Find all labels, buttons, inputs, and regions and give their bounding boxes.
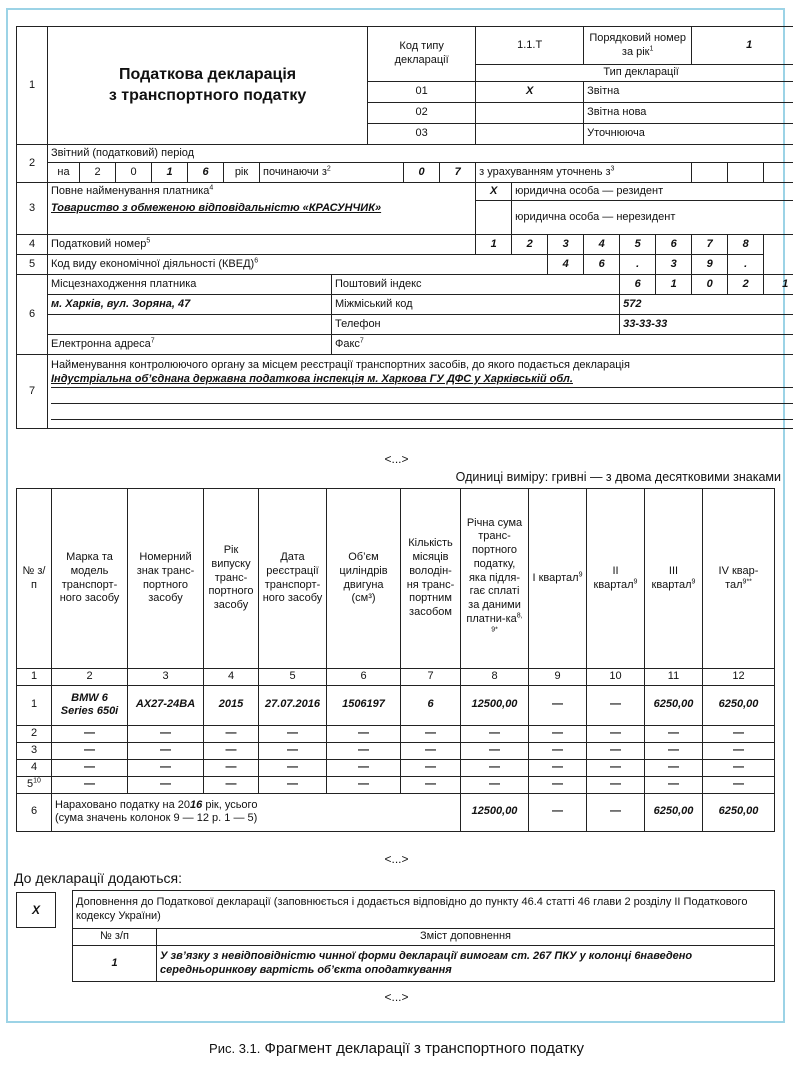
tax-number-label (48, 235, 476, 255)
footnote-ref: 10 (33, 777, 41, 785)
footnote-ref: 9 (633, 577, 638, 585)
decl-type-code-03: 03 (368, 124, 476, 145)
col-header (461, 489, 529, 669)
cell-months: 6 (401, 685, 461, 725)
cell-brand: BMW 6 Series 650i (52, 685, 128, 725)
footnote-ref: 9** (742, 577, 752, 585)
attach-row-num: 1 (73, 946, 157, 982)
phone-value: 33-33-33 (620, 315, 793, 335)
cell-dash: — (401, 776, 461, 793)
attachment-table (72, 890, 775, 982)
cell-dash: — (128, 776, 204, 793)
period-clarify-text: з урахуванням уточнень з (479, 165, 611, 178)
kved-digit: 3 (656, 255, 692, 275)
phone-label: Телефон (332, 315, 620, 335)
col-header-text: II квартал (593, 564, 634, 591)
cell-dash: — (703, 776, 775, 793)
decl-type-code: 1.1.Т (476, 27, 584, 65)
payer-label (48, 183, 476, 201)
title-line2: з транспортного податку (108, 86, 307, 104)
order-number-text: Порядковий номер за рік (589, 31, 686, 58)
tax-number-text: Податковий номер (51, 237, 147, 250)
table-row (17, 759, 775, 776)
decl-type-code-label: Код типу декларації (368, 27, 476, 82)
cell-dash: — (587, 725, 645, 742)
decl-type-name-01: Звітна (584, 82, 793, 103)
col-number: 10 (587, 669, 645, 686)
period-digit: 1 (152, 163, 188, 183)
cell-n: 1 (17, 685, 52, 725)
cell-q2: — (587, 685, 645, 725)
footnote-ref: 8, 9* (491, 612, 523, 633)
cell-dash: — (401, 759, 461, 776)
period-digit: 2 (80, 163, 116, 183)
tax-digit: 7 (692, 235, 728, 255)
intercity-value: 572 (620, 295, 793, 315)
period-digit: 6 (188, 163, 224, 183)
col-number: 5 (259, 669, 327, 686)
cell-dash: — (529, 776, 587, 793)
cell-dash: — (529, 725, 587, 742)
fax-label-text: Факс (335, 337, 360, 350)
col-header (529, 489, 587, 669)
postal-digit: 0 (692, 275, 728, 295)
postal-label: Поштовий індекс (332, 275, 620, 295)
period-clarify-label (476, 163, 692, 183)
cell-dash: — (52, 742, 128, 759)
tax-digit: 4 (584, 235, 620, 255)
decl-type-code-02: 02 (368, 103, 476, 124)
attach-row-text: У зв’язку з невідповідністю чинної форми декларації вимогам ст. 267 ПКУ у колонці 6наведено середньоринкову вартість об’єкта оподаткування (157, 946, 775, 982)
cell-n (17, 776, 52, 793)
omission-mark: <...> (384, 990, 409, 1004)
cell-n: 4 (17, 759, 52, 776)
cell-dash: — (529, 759, 587, 776)
col-header (703, 489, 775, 669)
postal-digit: 6 (620, 275, 656, 295)
declaration-title (48, 27, 368, 145)
order-number: 1 (692, 27, 793, 65)
attachment-label: Доповнення до Податкової декларації (заповнюється і додається відповідно до пункту 46.4 статті 46 глави 2 розділу ІІ Податкового кодексу України) (73, 891, 775, 929)
period-from-label (260, 163, 404, 183)
cell-dash: — (645, 776, 703, 793)
period-month-digit: 0 (404, 163, 440, 183)
period-label: Звітний (податковий) період (48, 145, 793, 163)
kved-digit: . (728, 255, 764, 275)
col-header: Об’єм циліндрів двигуна (см³) (327, 489, 401, 669)
cell-n-text: 5 (27, 777, 34, 790)
cell-dash: — (645, 742, 703, 759)
email-label (48, 335, 332, 355)
footnote-ref: 2 (326, 164, 331, 172)
attach-col-header: № з/п (73, 929, 157, 946)
resident-label: юридична особа — резидент (512, 183, 793, 201)
omission-mark: <...> (384, 852, 409, 866)
cell-dash: — (204, 742, 259, 759)
tax-digit: 6 (656, 235, 692, 255)
order-number-label (584, 27, 692, 65)
col-number: 11 (645, 669, 703, 686)
total-q1: — (529, 793, 587, 831)
row-number: 5 (17, 255, 48, 275)
attach-col-header: Зміст доповнення (157, 929, 775, 946)
tax-digit: 2 (512, 235, 548, 255)
column-number-row (17, 669, 775, 686)
col-header: Дата реєстрації транспорт-ного засобу (259, 489, 327, 669)
cell-dash: — (703, 759, 775, 776)
period-year-label: рік (224, 163, 260, 183)
cell-dash: — (703, 742, 775, 759)
authority-value: Індустріальна об’єднана державна податкова інспекція м. Харкова ГУ ДФС у Харківській обл. (51, 373, 793, 388)
col-number: 9 (529, 669, 587, 686)
cell-dash: — (461, 742, 529, 759)
col-header: № з/п (17, 489, 52, 669)
col-number: 12 (703, 669, 775, 686)
col-number: 3 (128, 669, 204, 686)
kved-text: Код виду економічної діяльності (КВЕД) (51, 257, 255, 270)
nonresident-label: юридична особа — нерезидент (512, 201, 793, 235)
cell-dash: — (128, 759, 204, 776)
cell-dash: — (327, 742, 401, 759)
attachments-title: До декларації додаються: (14, 870, 182, 886)
total-annual: 12500,00 (461, 793, 529, 831)
authority-line (51, 388, 793, 404)
vehicles-table (16, 488, 775, 832)
cell-n: 6 (17, 793, 52, 831)
decl-type-mark-03 (476, 124, 584, 145)
period-month-digit: 7 (440, 163, 476, 183)
tax-digit: 1 (476, 235, 512, 255)
postal-digit: 1 (764, 275, 793, 295)
col-number: 1 (17, 669, 52, 686)
cell-dash: — (645, 725, 703, 742)
cell-dash: — (461, 725, 529, 742)
cell-dash: — (587, 759, 645, 776)
figure-caption (0, 1040, 793, 1057)
cell-dash: — (128, 742, 204, 759)
cell-dash: — (587, 742, 645, 759)
col-number: 2 (52, 669, 128, 686)
period-from-text: починаючи з (263, 165, 327, 178)
decl-type-mark-01: X (476, 82, 584, 103)
postal-digit: 2 (728, 275, 764, 295)
cell-plate: AX27-24BA (128, 685, 204, 725)
cell-dash: — (52, 776, 128, 793)
row-number: 3 (17, 183, 48, 235)
decl-type-name-02: Звітна нова (584, 103, 793, 124)
col-header: Марка та модель транспорт-ного засобу (52, 489, 128, 669)
cell-dash: — (128, 725, 204, 742)
intercity-label: Міжміський код (332, 295, 620, 315)
total-year: 16 (190, 798, 203, 811)
footnote-ref: 9 (691, 577, 696, 585)
units-note: Одиниці виміру: гривні — з двома десятковими знаками (455, 470, 781, 484)
total-q2: — (587, 793, 645, 831)
total-q3: 6250,00 (645, 793, 703, 831)
total-row (17, 793, 775, 831)
period-na: на (48, 163, 80, 183)
cell-n: 2 (17, 725, 52, 742)
col-number: 6 (327, 669, 401, 686)
tax-digit: 3 (548, 235, 584, 255)
cell-volume: 1506197 (327, 685, 401, 725)
table-row (17, 742, 775, 759)
col-header: Рік випуску транс-портного засобу (204, 489, 259, 669)
cell-dash: — (52, 725, 128, 742)
total-label-note: (сума значень колонок 9 — 12 р. 1 — 5) (55, 812, 258, 825)
cell-dash: — (587, 776, 645, 793)
total-label (52, 793, 461, 831)
cell-dash: — (259, 759, 327, 776)
col-number: 4 (204, 669, 259, 686)
omission-mark: <...> (384, 452, 409, 466)
decl-type-name-03: Уточнююча (584, 124, 793, 145)
kved-label (48, 255, 548, 275)
cell-dash: — (529, 742, 587, 759)
decl-type-code-01: 01 (368, 82, 476, 103)
cell-q1: — (529, 685, 587, 725)
resident-mark: X (476, 183, 512, 201)
row-number: 1 (17, 27, 48, 145)
cell-year: 2015 (204, 685, 259, 725)
attachment-mark: X (16, 892, 56, 928)
cell-dash: — (645, 759, 703, 776)
table-row (17, 685, 775, 725)
empty-cell (48, 315, 332, 335)
cell-dash: — (204, 725, 259, 742)
table-row (73, 946, 775, 982)
empty-cell (692, 163, 728, 183)
decl-type-mark-02 (476, 103, 584, 124)
cell-dash: — (259, 725, 327, 742)
col-header-text: III квартал (651, 564, 692, 591)
caption-text: Фрагмент декларації з транспортного податку (264, 1040, 584, 1057)
kved-digit: 6 (584, 255, 620, 275)
cell-dash: — (401, 725, 461, 742)
table-row (17, 776, 775, 793)
row-number: 4 (17, 235, 48, 255)
footnote-ref: 7 (150, 336, 155, 344)
cell-dash: — (204, 759, 259, 776)
table-row (17, 725, 775, 742)
footnote-ref: 9 (578, 570, 583, 578)
cell-dash: — (259, 776, 327, 793)
cell-annual: 12500,00 (461, 685, 529, 725)
cell-n: 3 (17, 742, 52, 759)
row-number: 7 (17, 355, 48, 429)
row-number: 6 (17, 275, 48, 355)
footnote-ref: 3 (610, 164, 615, 172)
cell-dash: — (327, 776, 401, 793)
location-label: Місцезнаходження платника (48, 275, 332, 295)
cell-dash: — (703, 725, 775, 742)
col-header-text: Річна сума транс-портного податку, яка підля-гає сплаті за даними платни-ка (466, 516, 523, 625)
col-header (587, 489, 645, 669)
nonresident-mark (476, 201, 512, 235)
title-line1: Податкова декларація (119, 65, 297, 83)
kved-digit: 4 (548, 255, 584, 275)
email-label-text: Електронна адреса (51, 337, 151, 350)
kved-digit: 9 (692, 255, 728, 275)
kved-digit: . (620, 255, 656, 275)
cell-dash: — (401, 742, 461, 759)
total-q4: 6250,00 (703, 793, 775, 831)
cell-dash: — (52, 759, 128, 776)
footnote-ref: 7 (359, 336, 364, 344)
col-header-text: I квартал (532, 571, 579, 584)
cell-dash: — (259, 742, 327, 759)
location-value: м. Харків, вул. Зоряна, 47 (48, 295, 332, 315)
cell-dash: — (327, 725, 401, 742)
col-header: Номерний знак транс-портного засобу (128, 489, 204, 669)
col-header-text: IV квар-тал (718, 564, 759, 591)
cell-dash: — (204, 776, 259, 793)
col-number: 7 (401, 669, 461, 686)
cell-q3: 6250,00 (645, 685, 703, 725)
authority-line (51, 404, 793, 420)
cell-dash: — (327, 759, 401, 776)
period-digit: 0 (116, 163, 152, 183)
footnote-ref: 1 (649, 44, 654, 52)
cell-reg-date: 27.07.2016 (259, 685, 327, 725)
total-label-post: рік, усього (202, 798, 258, 811)
header-row (17, 489, 775, 669)
cell-dash: — (461, 776, 529, 793)
cell-q4: 6250,00 (703, 685, 775, 725)
authority-label: Найменування контролюючого органу за місцем реєстрації транспортних засобів, до якого подається декларація (51, 359, 630, 371)
footnote-ref: 5 (146, 236, 151, 244)
footnote-ref: 6 (254, 256, 259, 264)
footnote-ref: 4 (209, 184, 214, 192)
payer-label-text: Повне найменування платника (51, 184, 210, 197)
col-header (645, 489, 703, 669)
declaration-header-table (16, 26, 793, 429)
empty-cell (764, 163, 793, 183)
total-label-pre: Нараховано податку на 20 (55, 798, 191, 811)
payer-name: Товариство з обмеженою відповідальністю «КРАСУНЧИК» (48, 201, 476, 235)
caption-prefix: Рис. 3.1. (209, 1041, 261, 1056)
tax-digit: 8 (728, 235, 764, 255)
cell-dash: — (461, 759, 529, 776)
tax-digit: 5 (620, 235, 656, 255)
row-number: 2 (17, 145, 48, 183)
authority-block (48, 355, 793, 429)
col-number: 8 (461, 669, 529, 686)
empty-cell (728, 163, 764, 183)
col-header: Кількість місяців володін-ня транс-портним засобом (401, 489, 461, 669)
decl-type-header: Тип декларації (476, 65, 793, 82)
fax-label (332, 335, 793, 355)
postal-digit: 1 (656, 275, 692, 295)
